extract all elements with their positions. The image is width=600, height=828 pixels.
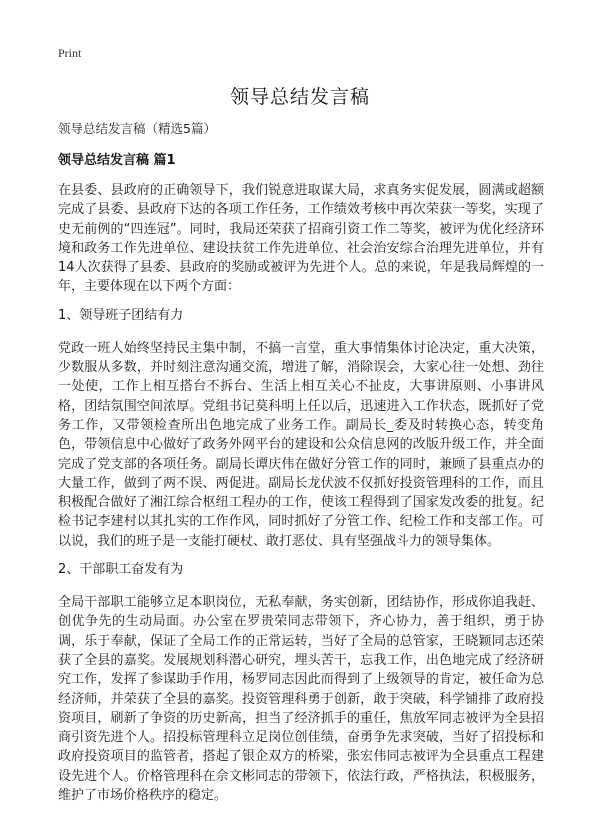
print-link[interactable]: Print bbox=[58, 46, 82, 60]
section-2-heading: 2、干部职工奋发有为 bbox=[58, 562, 184, 578]
section-2-paragraph: 全局干部职工能够立足本职岗位，无私奉献，务实创新，团结协作，形成你追我赶、创优争先的生动局面。办公室在罗贵荣同志带领下，齐心协力，善于组织，勇于协调，乐于奉献，保证了全局工作的正常运转，当好了全局的总管家，王晓颖同志还荣获了全县的嘉奖。发展规划科潜心研究，埋头苦干，忘我工作，出色地完成了经济研究工作，发挥了参谋助手作用，杨罗同志因此而得到了上级领导的肯定，被任命为总经济师，并荣获了全县的嘉奖。投资管理科勇于创新，敢于突破，科学铺排了政府投资项目，刷新了争资的历史新高，担当了经济抓手的重任，焦放军同志被评为全县招商引资先进个人。招投标管理科立足岗位创佳绩，奋勇争先求突破，当好了招投标和政府投资项目的监管者，搭起了银企双方的桥梁，张宏伟同志被评为全县重点工程建设先进个人。价格管理科在佘文彬同志的带领下，依法行政，严格执法，积极服务，维护了市场价格秩序的稳定。 bbox=[58, 595, 544, 804]
document-title: 领导总结发言稿 bbox=[229, 86, 370, 108]
section-1-paragraph: 党政一班人始终坚持民主集中制，不搞一言堂，重大事情集体讨论决定，重大决策，少数服从多数，并时刻注意沟通交流，增进了解，消除误会，大家心往一处想、劲往一处使，工作上相互搭台不拆台、生活上相互关心不扯皮，大事讲原则、小事讲风格，团结氛围空间浓厚。党组书记莫科明上任以后，迅速进入工作状态，既抓好了党务工作，又带领检查所出色地完成了业务工作。副局长_委及时转换心态，转变角色，带领信息中心做好了政务外网平台的建设和公众信息网的改版升级工作，并全面完成了党支部的各项任务。副局长谭庆伟在做好分管工作的同时，兼顾了县重点办的大量工作，做到了两不误、两促进。副局长龙伏波不仅抓好投资管理科的工作，而且积极配合做好了湘江综合枢纽工程办的工作，使该工程得到了国家发改委的批复。纪检书记李建村以其扎实的工作作风，同时抓好了分管工作、纪检工作和支部工作。可以说，我们的班子是一支能打硬杖、敢打恶仗、具有坚强战斗力的领导集体。 bbox=[58, 340, 544, 549]
section-1-heading: 1、领导班子团结有力 bbox=[58, 307, 184, 323]
article-title: 领导总结发言稿 篇1 bbox=[58, 153, 176, 168]
document-body bbox=[58, 120, 544, 815]
intro-paragraph: 在县委、县政府的正确领导下，我们锐意进取谋大局，求真务实促发展，圆满或超额完成了县委、县政府下达的各项工作任务，工作绩效考核中再次荣获一等奖，实现了史无前例的“四连冠”。同时，我局还荣获了招商引资工作二等奖，被评为优化经济环境和政务工作先进单位、建设扶贫工作先进单位、社会治安综合治理先进单位，并有14人次获得了县委、县政府的奖励或被评为先进个人。总的来说，年是我局辉煌的一年，主要体现在以下两个方面： bbox=[58, 183, 544, 295]
document-subtitle: 领导总结发言稿（精选5篇） bbox=[58, 121, 216, 136]
